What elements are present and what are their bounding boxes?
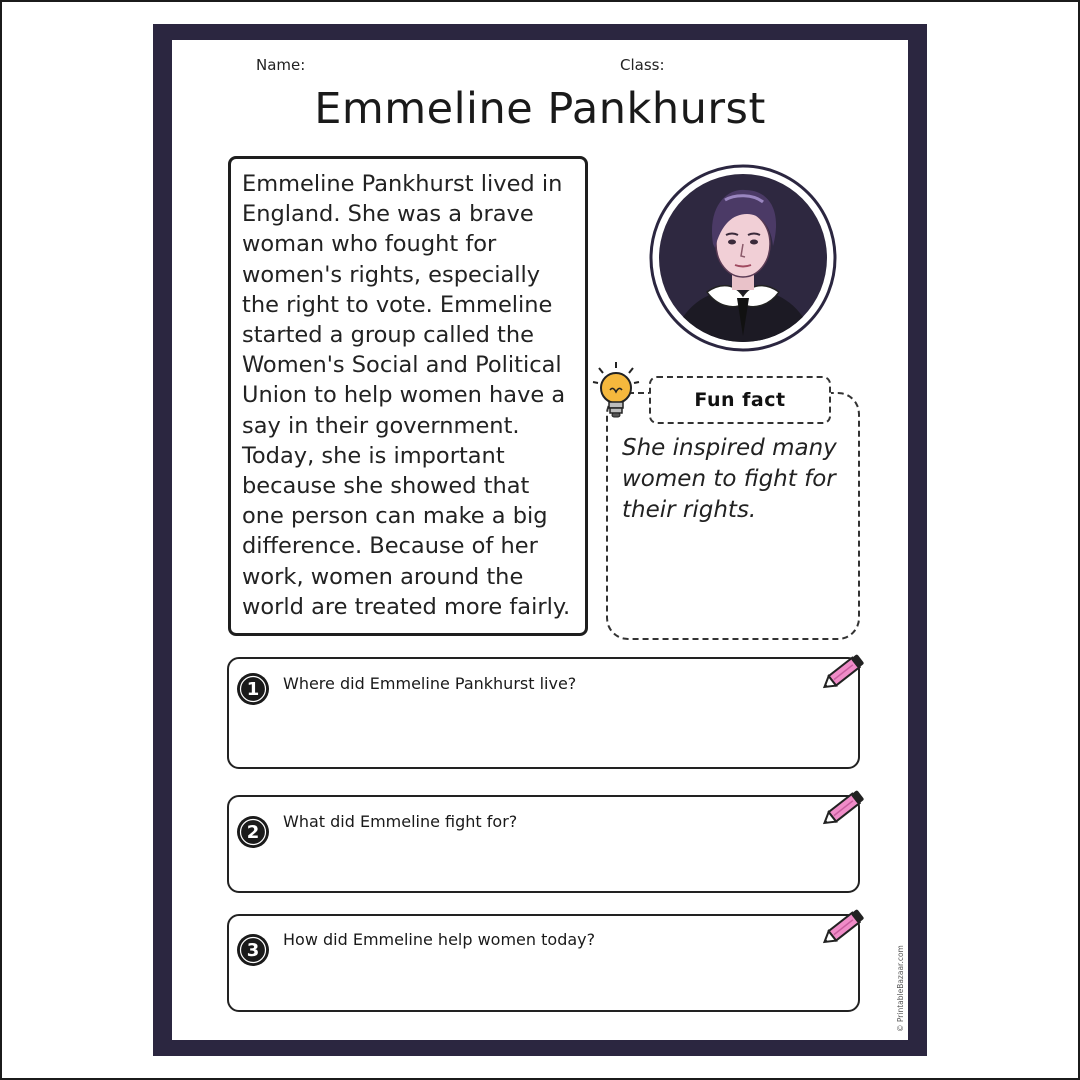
- question-text: How did Emmeline help women today?: [283, 930, 596, 949]
- portrait-illustration: [649, 164, 837, 352]
- question-number: 1: [246, 679, 260, 700]
- class-label: Class:: [620, 56, 665, 74]
- lightbulb-icon: [591, 360, 641, 422]
- watermark: [895, 940, 905, 1032]
- number-badge-3: [236, 933, 270, 967]
- question-number: 3: [246, 940, 260, 961]
- fun-fact-label: Fun fact: [649, 376, 831, 424]
- reading-passage: Emmeline Pankhurst lived in England. She was a brave woman who fought for women's rights, especially the right to vote. Emmeline started a group called the Women's Social and Political Union to help women have a say in their government. Today, she is important because she showed that one person can make a big difference. Because of her work, women around the world are treated more fairly.: [228, 156, 588, 636]
- pencil-icon: [818, 905, 870, 951]
- question-number: 2: [246, 822, 260, 843]
- watermark-text: © PrintableBazaar.com: [896, 945, 905, 1032]
- question-text: What did Emmeline fight for?: [283, 812, 518, 831]
- answer-box-2[interactable]: [227, 795, 860, 893]
- page-title: Emmeline Pankhurst: [314, 84, 766, 134]
- number-badge-2: [236, 815, 270, 849]
- pencil-icon: [818, 650, 870, 696]
- pencil-icon: [818, 786, 870, 832]
- fun-fact-text: She inspired many women to fight for their rights.: [622, 435, 837, 523]
- name-label: Name:: [256, 56, 306, 74]
- answer-box-3[interactable]: [227, 914, 860, 1012]
- number-badge-1: [236, 672, 270, 706]
- question-text: Where did Emmeline Pankhurst live?: [283, 674, 577, 693]
